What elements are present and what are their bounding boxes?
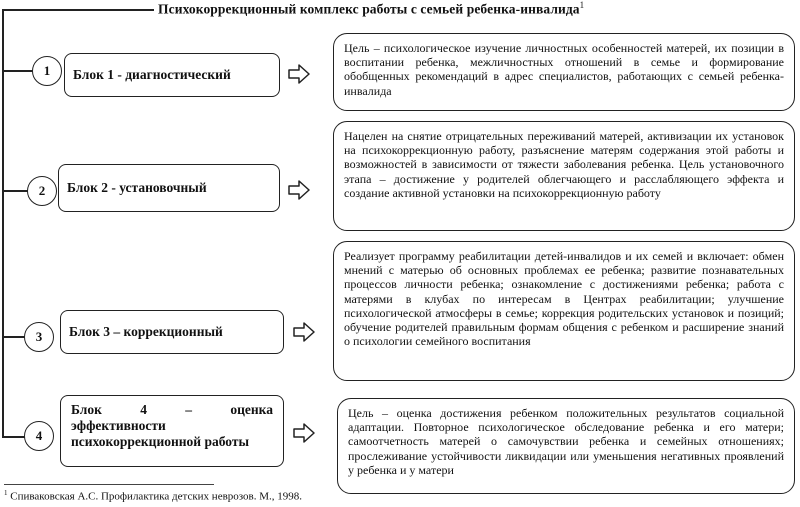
block-4-description: Цель – оценка достижения ребенком положительных результатов социальной адаптации. Повторное психологическое обследование ребенка и его матери; самоотчетность матерей о самочувствии ребенка и семейных отношениях; прослеживание устойчивости ликвидации или уменьшения негативных проявлений у ребенка и у матери (337, 398, 795, 494)
block-4-label-word-dash: – (185, 402, 193, 417)
block-3-label: Блок 3 – коррекционный (69, 324, 223, 339)
block-3-description: Реализует программу реабилитации детей-инвалидов и их семей и включает: обмен мнений с матерью об основных проблемах ее ребенка; развитие познавательных процессов личности ребенка; ознакомление с достижениями ребенка; работа с матерями в клубах по интересам в Центрах реабилитации; улучшение психологической атмосферы в семье; коррекция родительских установок и позиций; обучение родителей правильным формам общения с ребенком и расширение знаний о психологии семейного воспитания (333, 241, 795, 381)
block-2-orientation (58, 164, 280, 212)
block-2-label: Блок 2 - установочный (67, 180, 207, 195)
block-4-label-word-evaluation: оценка (230, 402, 273, 417)
arrow-right-icon (288, 64, 310, 84)
block-number-3: 3 (24, 322, 54, 352)
vertical-spine (2, 9, 4, 438)
block-4-label-word-number: 4 (140, 402, 147, 417)
block-4-label-line3: психокоррекционной работы (71, 434, 250, 449)
footnote-mark: 1 (4, 489, 8, 497)
title-footnote-mark: 1 (579, 0, 585, 10)
branch-1 (3, 70, 35, 72)
footnote-divider (4, 484, 214, 485)
arrow-right-icon (293, 322, 315, 342)
block-number-4: 4 (24, 421, 54, 451)
block-2-description: Нацелен на снятие отрицательных переживаний матерей, активизации их установок на психокоррекционную работу, разъяснение матерям содержания этой работы и возможностей в зависимости от тяжести заболевания ребенка. Цель установочного этапа – достижение у родителей облегчающего и расслабляющего эффекта и создание активной установки на психокоррекционную работу (333, 121, 795, 231)
block-4-evaluation (60, 395, 284, 467)
block-1-diagnostic (64, 53, 280, 97)
block-4-label-word-block: Блок (71, 402, 102, 417)
diagram-title (158, 0, 584, 18)
title-text: Психокоррекционный комплекс работы с семьей ребенка-инвалида (158, 1, 580, 17)
block-1-label: Блок 1 - диагностический (73, 67, 231, 82)
block-3-correction (60, 310, 284, 354)
block-number-1: 1 (32, 56, 62, 86)
arrow-right-icon (288, 180, 310, 200)
footnote-text: Спиваковская А.С. Профилактика детских неврозов. М., 1998. (10, 490, 303, 503)
block-4-label-line2: эффективности (71, 418, 166, 433)
block-number-2: 2 (27, 176, 57, 206)
top-connector (2, 9, 154, 11)
footnote (4, 489, 302, 503)
block-1-description: Цель – психологическое изучение личностных особенностей матерей, их позиции в воспитании ребенка, межличностных отношений в семье и формирование обобщенных рекомендаций в адрес специалистов, работающих с семьей ребенка-инвалида (333, 33, 795, 111)
arrow-right-icon (293, 423, 315, 443)
block-4-label-line1 (71, 402, 273, 418)
